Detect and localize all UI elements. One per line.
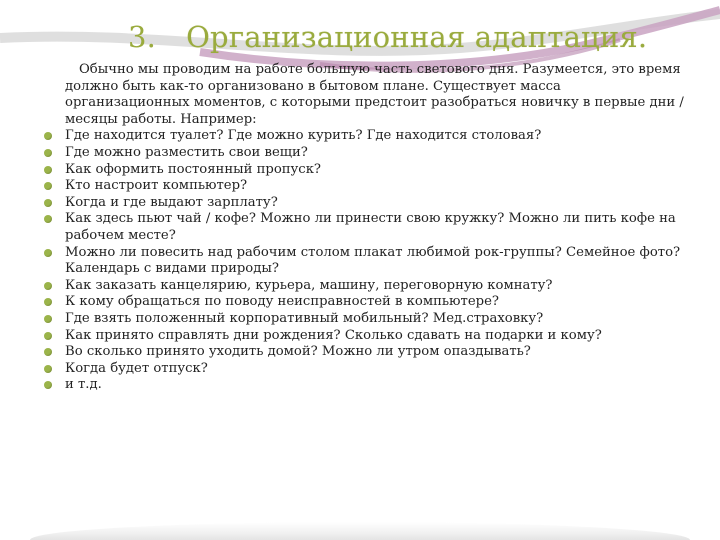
bullet-icon [44, 182, 52, 190]
bullet-icon [44, 315, 52, 323]
list-item: Во сколько принято уходить домой? Можно ли утром опаздывать? [44, 344, 684, 361]
bullet-icon [44, 298, 52, 306]
title-number: 3. [128, 20, 157, 54]
list-item: Как оформить постоянный пропуск? [44, 162, 684, 179]
list-item: Можно ли повесить над рабочим столом плакат любимой рок-группы? Семейное фото? Календарь с видами природы? [44, 245, 684, 278]
list-item: Где находится туалет? Где можно курить? Где находится столовая? [44, 128, 684, 145]
bullet-icon [44, 282, 52, 290]
intro-paragraph: Обычно мы проводим на работе большую часть светового дня. Разумеется, это время должно быть как-то организовано в бытовом плане. Существует масса организационных моментов, с которыми предстоит разобраться новичку в первые дни / месяцы работы. Например: [65, 62, 684, 127]
list-item: К кому обращаться по поводу неисправностей в компьютере? [44, 294, 684, 311]
bullet-icon [44, 348, 52, 356]
bullet-icon [44, 249, 52, 257]
bullet-icon [44, 215, 52, 223]
list-item: Где взять положенный корпоративный мобильный? Мед.страховку? [44, 311, 684, 328]
list-item: Как заказать канцелярию, курьера, машину, переговорную комнату? [44, 278, 684, 295]
bullet-icon [44, 132, 52, 140]
bullet-icon [44, 332, 52, 340]
list-item: Когда будет отпуск? [44, 361, 684, 378]
title-text: Организационная адаптация. [186, 20, 648, 54]
page-shadow [30, 522, 690, 540]
list-item: Где можно разместить свои вещи? [44, 145, 684, 162]
list-item: и т.д. [44, 377, 684, 394]
question-list [44, 128, 684, 394]
list-item: Как принято справлять дни рождения? Сколько сдавать на подарки и кому? [44, 328, 684, 345]
bullet-icon [44, 166, 52, 174]
list-item: Когда и где выдают зарплату? [44, 195, 684, 212]
list-item: Как здесь пьют чай / кофе? Можно ли принести свою кружку? Можно ли пить кофе на рабочем месте? [44, 211, 684, 244]
slide-body [44, 62, 684, 394]
bullet-icon [44, 199, 52, 207]
list-item: Кто настроит компьютер? [44, 178, 684, 195]
slide-title [128, 20, 708, 68]
bullet-icon [44, 149, 52, 157]
bullet-icon [44, 365, 52, 373]
bullet-icon [44, 381, 52, 389]
